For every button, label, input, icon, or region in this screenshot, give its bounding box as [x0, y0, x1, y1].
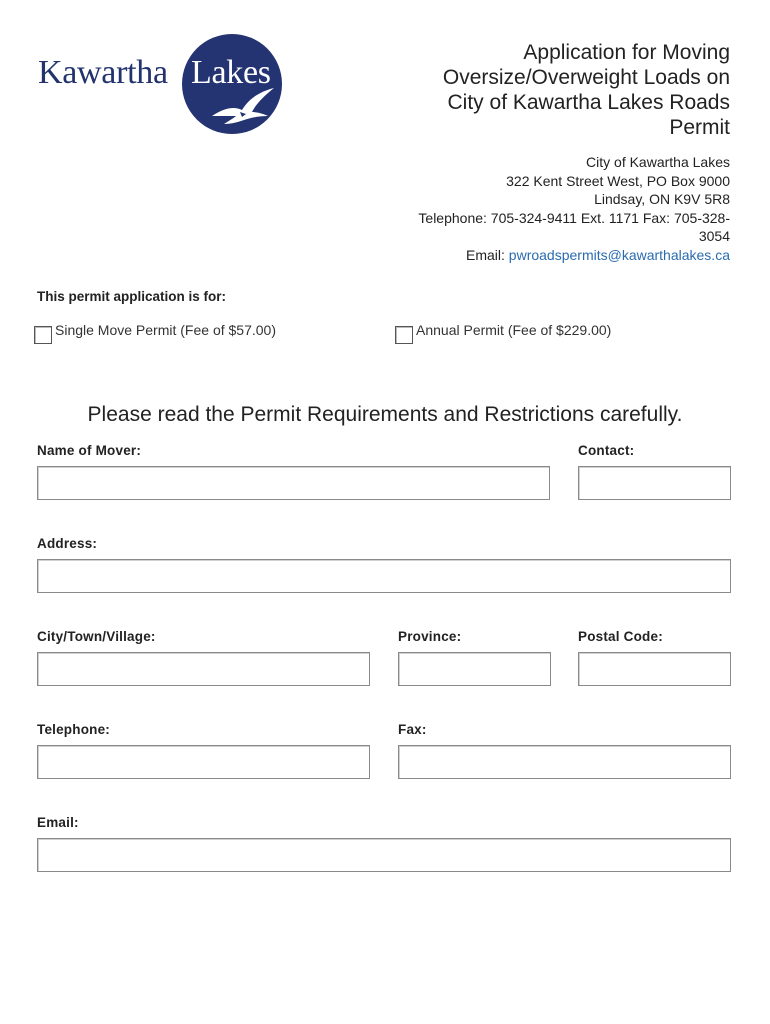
annual-option[interactable] [395, 322, 611, 344]
contact-address-block [370, 153, 730, 264]
phone-fax-line-cont: 3054 [698, 228, 730, 244]
title-line: Oversize/Overweight Loads on [442, 66, 730, 89]
logo-seal [182, 34, 282, 134]
title-line: City of Kawartha Lakes Roads [447, 91, 730, 114]
title-line: Application for Moving [523, 41, 730, 64]
single-move-option[interactable] [34, 322, 276, 344]
province-field[interactable] [398, 652, 551, 686]
single-move-checkbox[interactable] [34, 326, 52, 344]
city-label: City/Town/Village: [37, 629, 156, 644]
logo-text-lakes: Lakes [191, 54, 271, 91]
name-of-mover-label: Name of Mover: [37, 443, 142, 458]
email-link[interactable]: pwroadspermits@kawarthalakes.ca [508, 246, 730, 263]
telephone-label: Telephone: [37, 722, 111, 737]
requirements-notice: Please read the Permit Requirements and Restrictions carefully. [87, 403, 683, 426]
logo-wordmark [38, 54, 168, 92]
street-address: 322 Kent Street West, PO Box 9000 [506, 172, 730, 189]
postal-code-field[interactable] [578, 652, 731, 686]
logo-text-kawartha: Kawartha [38, 54, 168, 91]
org-name: City of Kawartha Lakes [586, 154, 730, 170]
email-label: Email: [37, 815, 79, 830]
city-field[interactable] [37, 652, 370, 686]
single-move-label: Single Move Permit (Fee of $57.00) [55, 322, 276, 338]
address-field[interactable] [37, 559, 731, 593]
phone-fax-line: Telephone: 705-324-9411 Ext. 1171 Fax: 705-328- [418, 209, 730, 226]
address-label: Address: [37, 536, 98, 551]
name-of-mover-field[interactable] [37, 466, 550, 500]
province-label: Province: [398, 629, 462, 644]
email-label: Email: [466, 246, 509, 263]
annual-checkbox[interactable] [395, 326, 413, 344]
email-line [370, 246, 730, 265]
telephone-field[interactable] [37, 745, 370, 779]
contact-label: Contact: [578, 443, 635, 458]
title-line: Permit [669, 116, 730, 139]
email-field[interactable] [37, 838, 731, 872]
page-title [370, 40, 730, 140]
bird-icon [210, 86, 276, 126]
contact-field[interactable] [578, 466, 731, 500]
fax-label: Fax: [398, 722, 427, 737]
annual-label: Annual Permit (Fee of $229.00) [416, 322, 612, 338]
permit-question: This permit application is for: [37, 289, 227, 304]
postal-code-label: Postal Code: [578, 629, 663, 644]
fax-field[interactable] [398, 745, 731, 779]
city-postal: Lindsay, ON K9V 5R8 [594, 191, 730, 207]
